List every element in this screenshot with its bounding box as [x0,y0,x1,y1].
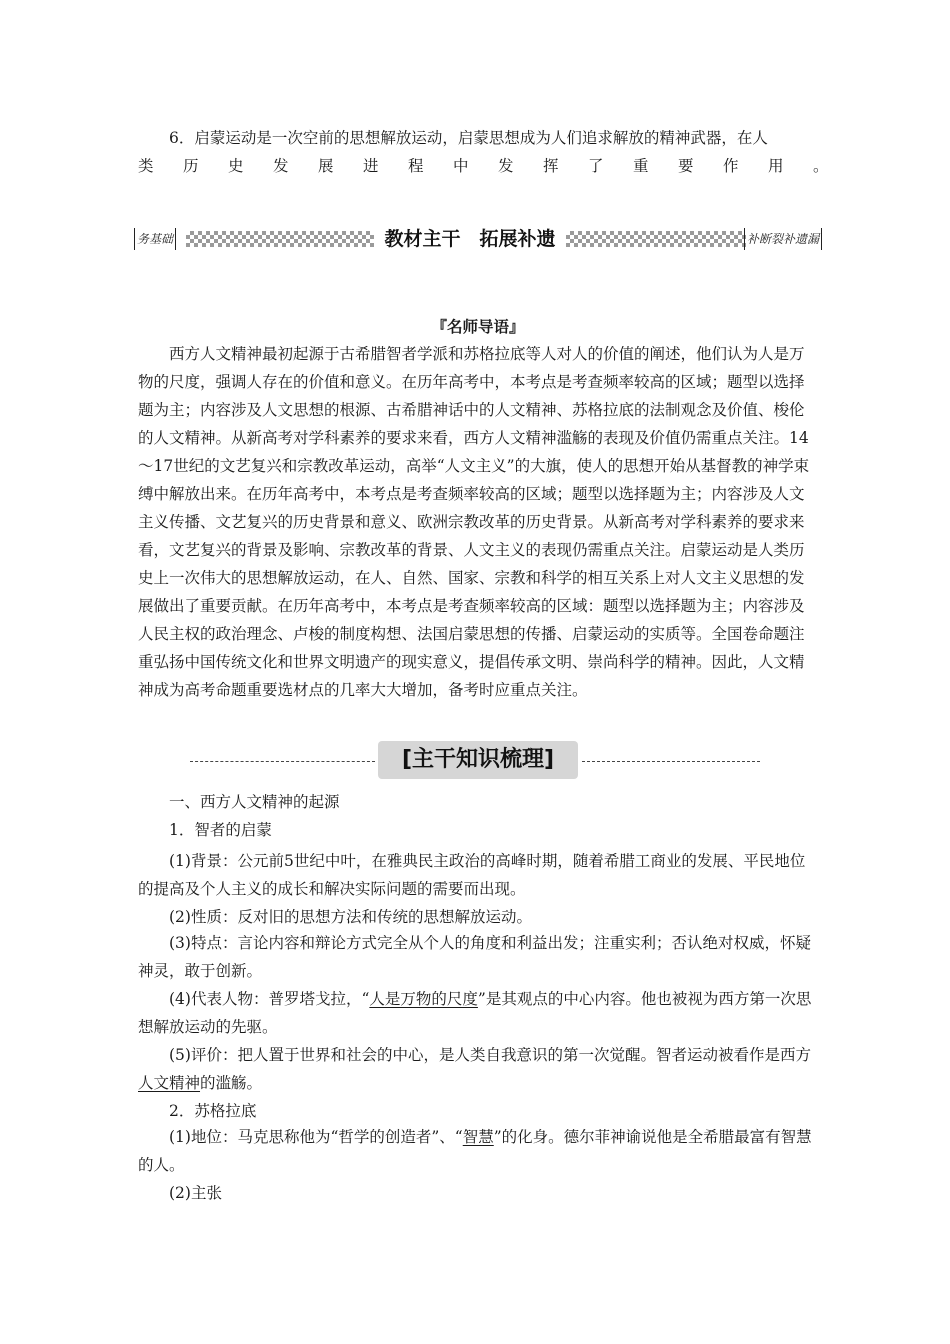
underlined-term-humanism: 人文精神 [138,1074,201,1092]
guide-title: 『名师导语』 [431,318,525,336]
banner-right-tag: 补断裂补遗漏 [744,228,822,250]
point-nature: (2)性质：反对旧的思想方法和传统的思想解放运动。 [169,908,532,926]
point-background: (1)背景：公元前5世纪中叶，在雅典民主政治的高峰时期，随着希腊工商业的发展、平民地位的提高及个人主义的成长和解决实际问题的需要而出现。 [138,852,806,898]
intro-point-6 [138,124,859,180]
point-status-post: ”的化身。德尔菲神谕说他是全希腊最富有智慧的人。 [138,1128,812,1174]
subsection-heading-1: 1．智者的启蒙 [169,821,272,839]
section-banner [134,222,822,256]
point-representative-pre: (4)代表人物：普罗塔戈拉，“ [169,990,370,1008]
point-evaluation-post: 的滥觞。 [200,1074,263,1092]
knowledge-banner-title: [主干知识梳理] [378,741,578,779]
knowledge-banner-left-dashes [190,761,375,762]
knowledge-banner-right-dashes [582,761,760,762]
point-evaluation [138,1041,818,1097]
banner-right-pattern [566,231,746,247]
guide-paragraph: 西方人文精神最初起源于古希腊智者学派和苏格拉底等人对人的价值的阐述，他们认为人是万物的尺度，强调人存在的价值和意义。在历年高考中，本考点是考查频率较高的区域；题型以选择题为主；内容涉及人文思想的根源、古希腊神话中的人文精神、苏格拉底的法制观念及价值、梭伦的人文精神。从新高考对学科素养的要求来看，西方人文精神滥觞的表现及价值仍需重点关注。14～17世纪的文艺复兴和宗教改革运动，高举“人文主义”的大旗，使人的思想开始从基督教的神学束缚中解放出来。在历年高考中，本考点是考查频率较高的区域；题型以选择题为主；内容涉及人文主义传播、文艺复兴的历史背景和意义、欧洲宗教改革的历史背景。从新高考对学科素养的要求来看，文艺复兴的背景及影响、宗教改革的背景、人文主义的表现仍需重点关注。启蒙运动是人类历史上一次伟大的思想解放运动，在人、自然、国家、宗教和科学的相互关系上对人文主义思想的发展做出了重要贡献。在历年高考中，本考点是考查频率较高的区域：题型以选择题为主；内容涉及人民主权的政治理念、卢梭的制度构想、法国启蒙思想的传播、启蒙运动的实质等。全国卷命题注重弘扬中国传统文化和世界文明遗产的现实意义，提倡传承文明、崇尚科学的精神。因此，人文精神成为高考命题重要选材点的几率大大增加，备考时应重点关注。 [138,345,810,699]
point-evaluation-pre: (5)评价：把人置于世界和社会的中心，是人类自我意识的第一次觉醒。智者运动被看作是西方 [169,1046,811,1064]
banner-left-pattern [186,231,374,247]
point-representative [138,985,818,1041]
subsection-heading-2: 2．苏格拉底 [169,1102,257,1120]
point-propositions: (2)主张 [169,1184,222,1202]
point-status [138,1123,818,1179]
section-heading-1: 一、西方人文精神的起源 [169,793,340,811]
banner-left-tag: 务基础 [134,228,176,250]
banner-title: 教材主干 拓展补遗 [384,228,556,250]
knowledge-banner [190,741,760,781]
underlined-term-measure: 人是万物的尺度 [369,990,478,1008]
point-features: (3)特点：言论内容和辩论方式完全从个人的角度和利益出发；注重实利；否认绝对权威，怀疑神灵，敢于创新。 [138,934,811,980]
intro-point-6-line2: 类历史发展进程中发挥了重要作用。 [138,157,859,175]
point-status-pre: (1)地位：马克思称他为“哲学的创造者”、“ [169,1128,463,1146]
point-representative-post: ”是其观点的中心内容。他也被视为西方第一次思想解放运动的先驱。 [138,990,812,1036]
underlined-term-wisdom: 智慧 [462,1128,494,1146]
intro-point-6-line1: 6．启蒙运动是一次空前的思想解放运动，启蒙思想成为人们追求解放的精神武器，在人 [169,129,768,147]
